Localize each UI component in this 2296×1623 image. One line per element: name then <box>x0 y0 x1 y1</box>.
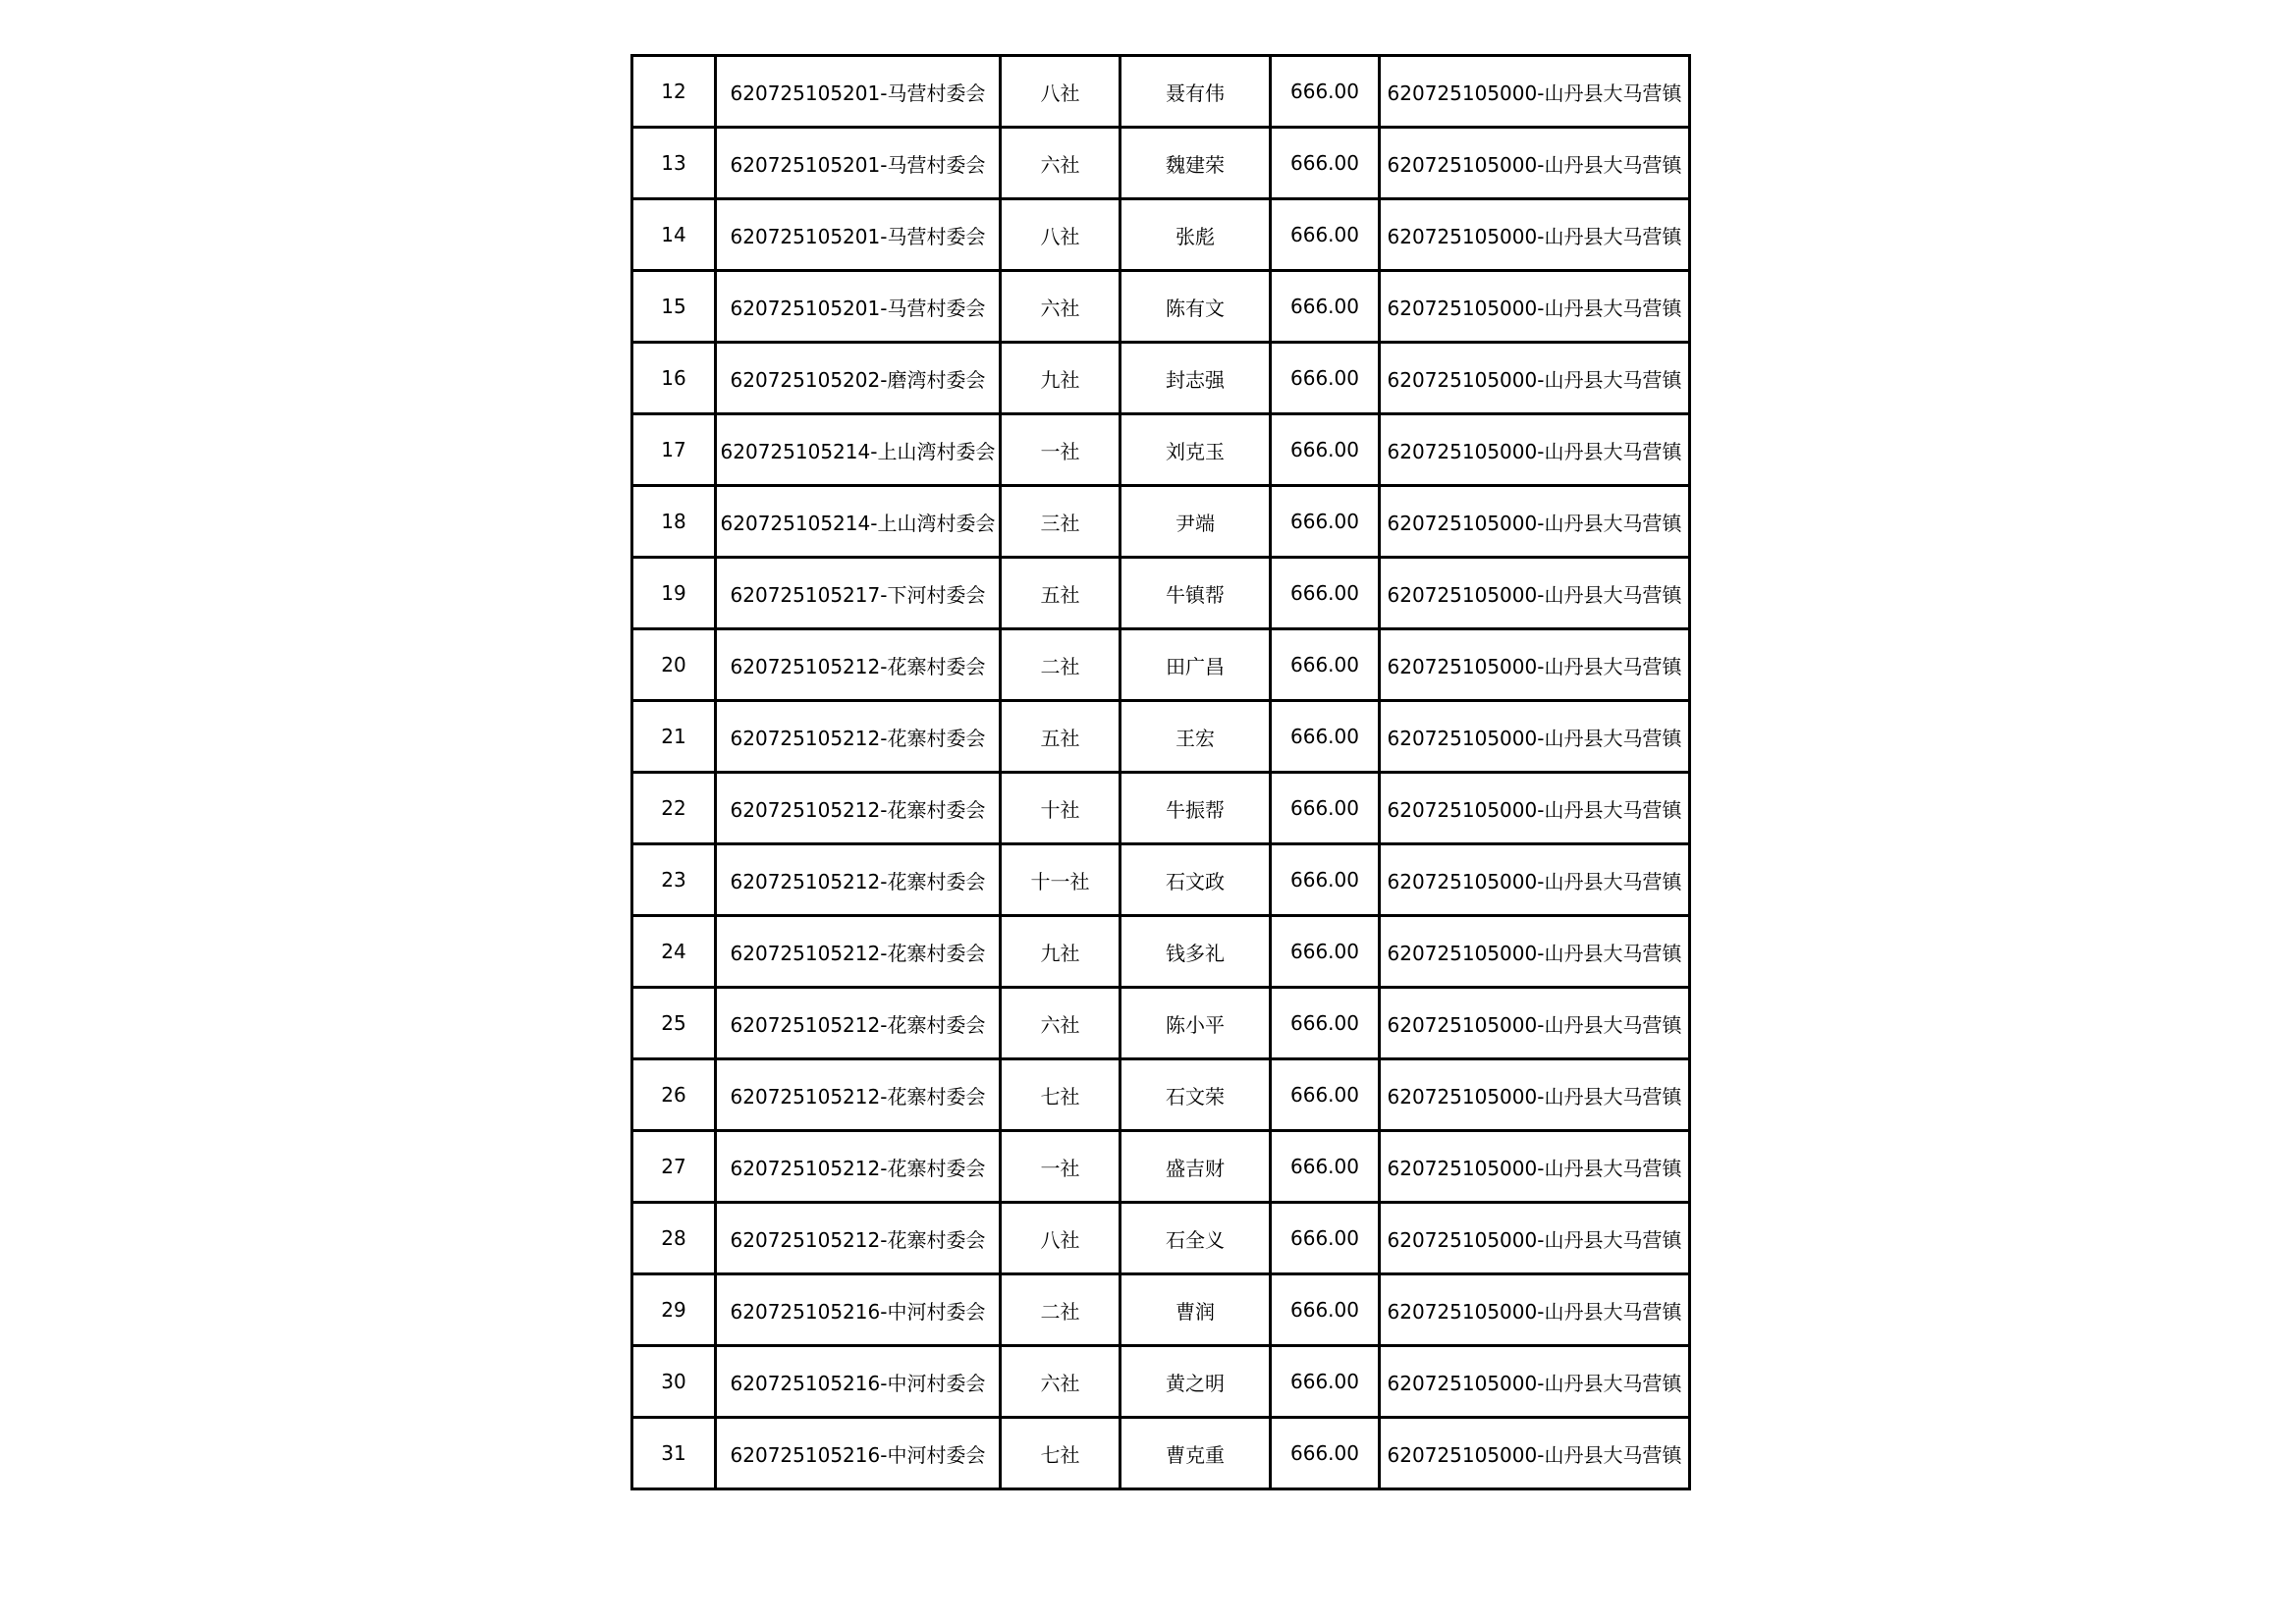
table-row <box>632 629 1690 701</box>
amount-cell: 666.00 <box>1271 1346 1380 1418</box>
village-group-cell: 二社 <box>1001 1274 1121 1346</box>
person-name-cell: 盛吉财 <box>1121 1131 1271 1203</box>
amount-cell: 666.00 <box>1271 199 1380 271</box>
village-group-cell: 六社 <box>1001 128 1121 199</box>
row-number-cell: 18 <box>632 486 716 558</box>
row-number-cell: 14 <box>632 199 716 271</box>
person-name-cell: 刘克玉 <box>1121 414 1271 486</box>
row-number-cell: 16 <box>632 343 716 414</box>
person-name-cell: 牛振帮 <box>1121 773 1271 844</box>
table-row <box>632 56 1690 128</box>
row-number-cell: 28 <box>632 1203 716 1274</box>
table-row <box>632 988 1690 1059</box>
town-cell: 620725105000-山丹县大马营镇 <box>1380 1131 1690 1203</box>
town-cell: 620725105000-山丹县大马营镇 <box>1380 1346 1690 1418</box>
amount-cell: 666.00 <box>1271 1131 1380 1203</box>
village-group-cell: 三社 <box>1001 486 1121 558</box>
table-row <box>632 1274 1690 1346</box>
town-cell: 620725105000-山丹县大马营镇 <box>1380 1418 1690 1489</box>
amount-cell: 666.00 <box>1271 629 1380 701</box>
village-committee-cell: 620725105201-马营村委会 <box>716 271 1001 343</box>
amount-cell: 666.00 <box>1271 1203 1380 1274</box>
village-committee-cell: 620725105212-花寨村委会 <box>716 1203 1001 1274</box>
person-name-cell: 黄之明 <box>1121 1346 1271 1418</box>
town-cell: 620725105000-山丹县大马营镇 <box>1380 343 1690 414</box>
row-number-cell: 30 <box>632 1346 716 1418</box>
person-name-cell: 尹端 <box>1121 486 1271 558</box>
village-group-cell: 六社 <box>1001 271 1121 343</box>
person-name-cell: 王宏 <box>1121 701 1271 773</box>
town-cell: 620725105000-山丹县大马营镇 <box>1380 988 1690 1059</box>
amount-cell: 666.00 <box>1271 56 1380 128</box>
row-number-cell: 26 <box>632 1059 716 1131</box>
village-group-cell: 十一社 <box>1001 844 1121 916</box>
town-cell: 620725105000-山丹县大马营镇 <box>1380 558 1690 629</box>
person-name-cell: 钱多礼 <box>1121 916 1271 988</box>
row-number-cell: 27 <box>632 1131 716 1203</box>
records-table-body <box>632 56 1690 1489</box>
person-name-cell: 陈小平 <box>1121 988 1271 1059</box>
row-number-cell: 29 <box>632 1274 716 1346</box>
town-cell: 620725105000-山丹县大马营镇 <box>1380 916 1690 988</box>
table-row <box>632 486 1690 558</box>
row-number-cell: 22 <box>632 773 716 844</box>
village-committee-cell: 620725105212-花寨村委会 <box>716 629 1001 701</box>
row-number-cell: 24 <box>632 916 716 988</box>
village-committee-cell: 620725105201-马营村委会 <box>716 56 1001 128</box>
table-row <box>632 1346 1690 1418</box>
person-name-cell: 石全义 <box>1121 1203 1271 1274</box>
table-row <box>632 414 1690 486</box>
town-cell: 620725105000-山丹县大马营镇 <box>1380 629 1690 701</box>
village-group-cell: 一社 <box>1001 414 1121 486</box>
person-name-cell: 石文政 <box>1121 844 1271 916</box>
person-name-cell: 封志强 <box>1121 343 1271 414</box>
village-committee-cell: 620725105212-花寨村委会 <box>716 1131 1001 1203</box>
village-group-cell: 七社 <box>1001 1418 1121 1489</box>
amount-cell: 666.00 <box>1271 1418 1380 1489</box>
village-committee-cell: 620725105214-上山湾村委会 <box>716 486 1001 558</box>
amount-cell: 666.00 <box>1271 844 1380 916</box>
row-number-cell: 25 <box>632 988 716 1059</box>
town-cell: 620725105000-山丹县大马营镇 <box>1380 56 1690 128</box>
town-cell: 620725105000-山丹县大马营镇 <box>1380 128 1690 199</box>
table-row <box>632 128 1690 199</box>
village-committee-cell: 620725105214-上山湾村委会 <box>716 414 1001 486</box>
person-name-cell: 聂有伟 <box>1121 56 1271 128</box>
amount-cell: 666.00 <box>1271 271 1380 343</box>
amount-cell: 666.00 <box>1271 701 1380 773</box>
village-group-cell: 五社 <box>1001 558 1121 629</box>
row-number-cell: 21 <box>632 701 716 773</box>
table-row <box>632 199 1690 271</box>
village-group-cell: 八社 <box>1001 199 1121 271</box>
town-cell: 620725105000-山丹县大马营镇 <box>1380 1274 1690 1346</box>
village-committee-cell: 620725105216-中河村委会 <box>716 1346 1001 1418</box>
village-committee-cell: 620725105216-中河村委会 <box>716 1418 1001 1489</box>
table-row <box>632 558 1690 629</box>
village-group-cell: 九社 <box>1001 343 1121 414</box>
village-committee-cell: 620725105212-花寨村委会 <box>716 916 1001 988</box>
town-cell: 620725105000-山丹县大马营镇 <box>1380 773 1690 844</box>
amount-cell: 666.00 <box>1271 988 1380 1059</box>
village-group-cell: 六社 <box>1001 988 1121 1059</box>
table-row <box>632 1418 1690 1489</box>
amount-cell: 666.00 <box>1271 343 1380 414</box>
town-cell: 620725105000-山丹县大马营镇 <box>1380 199 1690 271</box>
person-name-cell: 张彪 <box>1121 199 1271 271</box>
table-row <box>632 271 1690 343</box>
row-number-cell: 12 <box>632 56 716 128</box>
amount-cell: 666.00 <box>1271 1059 1380 1131</box>
village-group-cell: 六社 <box>1001 1346 1121 1418</box>
table-row <box>632 1059 1690 1131</box>
amount-cell: 666.00 <box>1271 414 1380 486</box>
row-number-cell: 15 <box>632 271 716 343</box>
row-number-cell: 31 <box>632 1418 716 1489</box>
village-group-cell: 八社 <box>1001 1203 1121 1274</box>
village-committee-cell: 620725105212-花寨村委会 <box>716 1059 1001 1131</box>
row-number-cell: 19 <box>632 558 716 629</box>
town-cell: 620725105000-山丹县大马营镇 <box>1380 486 1690 558</box>
town-cell: 620725105000-山丹县大马营镇 <box>1380 701 1690 773</box>
village-committee-cell: 620725105217-下河村委会 <box>716 558 1001 629</box>
village-committee-cell: 620725105202-磨湾村委会 <box>716 343 1001 414</box>
table-row <box>632 844 1690 916</box>
amount-cell: 666.00 <box>1271 773 1380 844</box>
amount-cell: 666.00 <box>1271 916 1380 988</box>
town-cell: 620725105000-山丹县大马营镇 <box>1380 414 1690 486</box>
person-name-cell: 曹克重 <box>1121 1418 1271 1489</box>
person-name-cell: 石文荣 <box>1121 1059 1271 1131</box>
row-number-cell: 20 <box>632 629 716 701</box>
village-committee-cell: 620725105212-花寨村委会 <box>716 988 1001 1059</box>
row-number-cell: 13 <box>632 128 716 199</box>
village-committee-cell: 620725105212-花寨村委会 <box>716 701 1001 773</box>
person-name-cell: 陈有文 <box>1121 271 1271 343</box>
person-name-cell: 魏建荣 <box>1121 128 1271 199</box>
table-row <box>632 1203 1690 1274</box>
village-committee-cell: 620725105201-马营村委会 <box>716 128 1001 199</box>
town-cell: 620725105000-山丹县大马营镇 <box>1380 1203 1690 1274</box>
person-name-cell: 田广昌 <box>1121 629 1271 701</box>
village-group-cell: 一社 <box>1001 1131 1121 1203</box>
village-group-cell: 九社 <box>1001 916 1121 988</box>
town-cell: 620725105000-山丹县大马营镇 <box>1380 271 1690 343</box>
village-group-cell: 二社 <box>1001 629 1121 701</box>
amount-cell: 666.00 <box>1271 128 1380 199</box>
table-row <box>632 916 1690 988</box>
village-group-cell: 十社 <box>1001 773 1121 844</box>
village-group-cell: 五社 <box>1001 701 1121 773</box>
person-name-cell: 牛镇帮 <box>1121 558 1271 629</box>
village-committee-cell: 620725105212-花寨村委会 <box>716 773 1001 844</box>
village-group-cell: 八社 <box>1001 56 1121 128</box>
person-name-cell: 曹润 <box>1121 1274 1271 1346</box>
amount-cell: 666.00 <box>1271 1274 1380 1346</box>
town-cell: 620725105000-山丹县大马营镇 <box>1380 1059 1690 1131</box>
village-committee-cell: 620725105201-马营村委会 <box>716 199 1001 271</box>
table-row <box>632 1131 1690 1203</box>
village-committee-cell: 620725105216-中河村委会 <box>716 1274 1001 1346</box>
table-row <box>632 773 1690 844</box>
amount-cell: 666.00 <box>1271 486 1380 558</box>
town-cell: 620725105000-山丹县大马营镇 <box>1380 844 1690 916</box>
village-committee-cell: 620725105212-花寨村委会 <box>716 844 1001 916</box>
row-number-cell: 23 <box>632 844 716 916</box>
village-group-cell: 七社 <box>1001 1059 1121 1131</box>
records-table <box>630 54 1691 1490</box>
table-row <box>632 343 1690 414</box>
amount-cell: 666.00 <box>1271 558 1380 629</box>
row-number-cell: 17 <box>632 414 716 486</box>
table-row <box>632 701 1690 773</box>
